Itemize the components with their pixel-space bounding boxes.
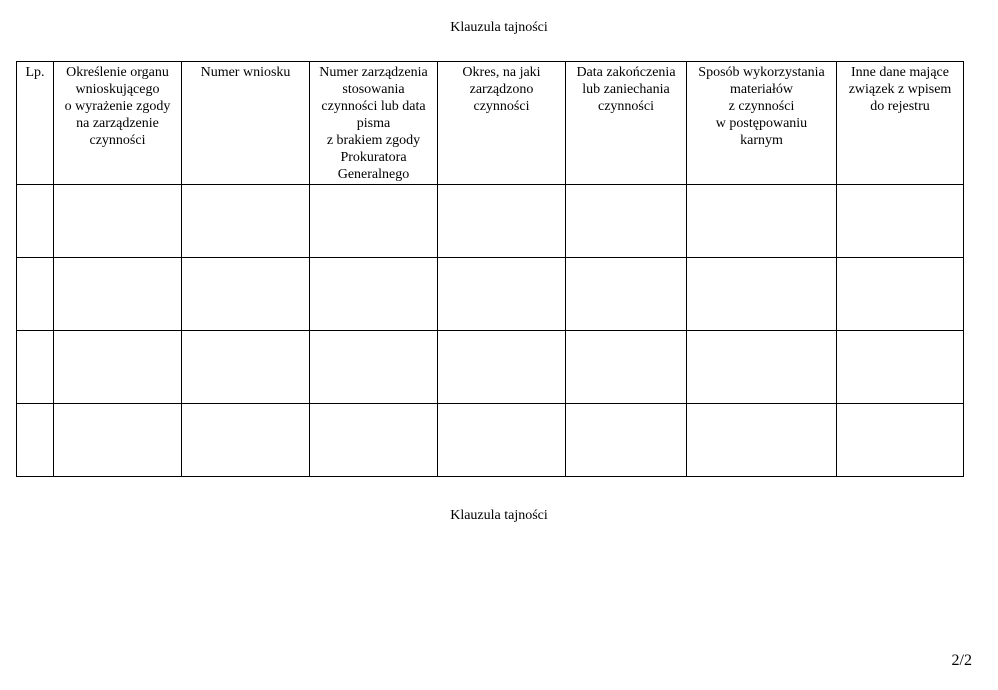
table-cell xyxy=(54,331,182,404)
table-cell xyxy=(687,185,837,258)
header-order-number: Numer zarządzenia stosowania czynności lub data pisma z brakiem zgody Prokuratora Generalnego xyxy=(310,62,438,185)
header-lp: Lp. xyxy=(17,62,54,185)
table-cell xyxy=(182,185,310,258)
table-cell xyxy=(310,331,438,404)
table-cell xyxy=(687,404,837,477)
table-cell xyxy=(566,258,687,331)
table-cell xyxy=(17,404,54,477)
table-cell xyxy=(566,404,687,477)
table-cell xyxy=(687,258,837,331)
header-requesting-authority: Określenie organu wnioskującego o wyrażenie zgody na zarządzenie czynności xyxy=(54,62,182,185)
table-cell xyxy=(182,331,310,404)
header-period: Okres, na jaki zarządzono czynności xyxy=(438,62,566,185)
table-cell xyxy=(438,404,566,477)
header-request-number: Numer wniosku xyxy=(182,62,310,185)
table-cell xyxy=(837,404,964,477)
table-cell xyxy=(17,258,54,331)
table-row xyxy=(17,331,964,404)
table-cell xyxy=(54,185,182,258)
table-cell xyxy=(310,185,438,258)
table-cell xyxy=(54,404,182,477)
table-cell xyxy=(566,185,687,258)
table-cell xyxy=(310,404,438,477)
table-cell xyxy=(310,258,438,331)
table-cell xyxy=(438,258,566,331)
table-cell xyxy=(837,331,964,404)
table-row xyxy=(17,404,964,477)
table-cell xyxy=(438,185,566,258)
table-row xyxy=(17,185,964,258)
classification-label-top: Klauzula tajności xyxy=(450,20,548,35)
header-material-usage: Sposób wykorzystania materiałów z czynności w postępowaniu karnym xyxy=(687,62,837,185)
table-cell xyxy=(54,258,182,331)
table-cell xyxy=(17,185,54,258)
table-cell xyxy=(438,331,566,404)
header-end-date: Data zakończenia lub zaniechania czynności xyxy=(566,62,687,185)
classification-label-bottom: Klauzula tajności xyxy=(450,508,548,523)
table-cell xyxy=(182,404,310,477)
table-cell xyxy=(687,331,837,404)
table-row xyxy=(17,258,964,331)
table-cell xyxy=(837,185,964,258)
table-cell xyxy=(17,331,54,404)
table-cell xyxy=(182,258,310,331)
table-cell xyxy=(837,258,964,331)
table-cell xyxy=(566,331,687,404)
header-other-data: Inne dane mające związek z wpisem do rejestru xyxy=(837,62,964,185)
table-header-row xyxy=(17,62,964,185)
register-table xyxy=(16,61,964,477)
page-number: 2/2 xyxy=(951,652,972,669)
